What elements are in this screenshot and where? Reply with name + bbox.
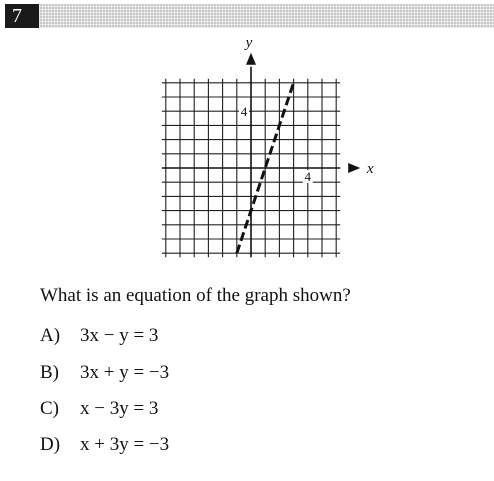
header-stripe <box>39 4 494 28</box>
choice-a-equation: 3x − y = 3 <box>80 325 159 346</box>
choice-b-equation: 3x + y = −3 <box>80 362 170 383</box>
question-number: 7 <box>5 4 39 28</box>
choice-c-letter: C) <box>40 398 59 419</box>
y-axis-label: y <box>245 34 253 51</box>
choice-c[interactable] <box>40 398 158 420</box>
question-header <box>0 0 494 28</box>
x-axis-arrow <box>348 163 360 173</box>
choice-a[interactable] <box>40 325 158 347</box>
choice-a-letter: A) <box>40 325 61 346</box>
choice-d-letter: D) <box>40 434 61 455</box>
choice-b-letter: B) <box>40 362 59 383</box>
tick-label-x: 4 <box>304 169 312 184</box>
question-text: What is an equation of the graph shown? <box>40 285 351 306</box>
choice-d[interactable] <box>40 434 169 456</box>
choice-b[interactable] <box>40 362 169 384</box>
y-axis-arrow <box>246 53 256 65</box>
choice-d-equation: x + 3y = −3 <box>80 434 170 455</box>
tick-label-y: 4 <box>240 104 248 120</box>
x-axis-label: x <box>366 161 374 177</box>
choice-c-equation: x − 3y = 3 <box>80 398 159 419</box>
coordinate-graph <box>160 34 374 260</box>
